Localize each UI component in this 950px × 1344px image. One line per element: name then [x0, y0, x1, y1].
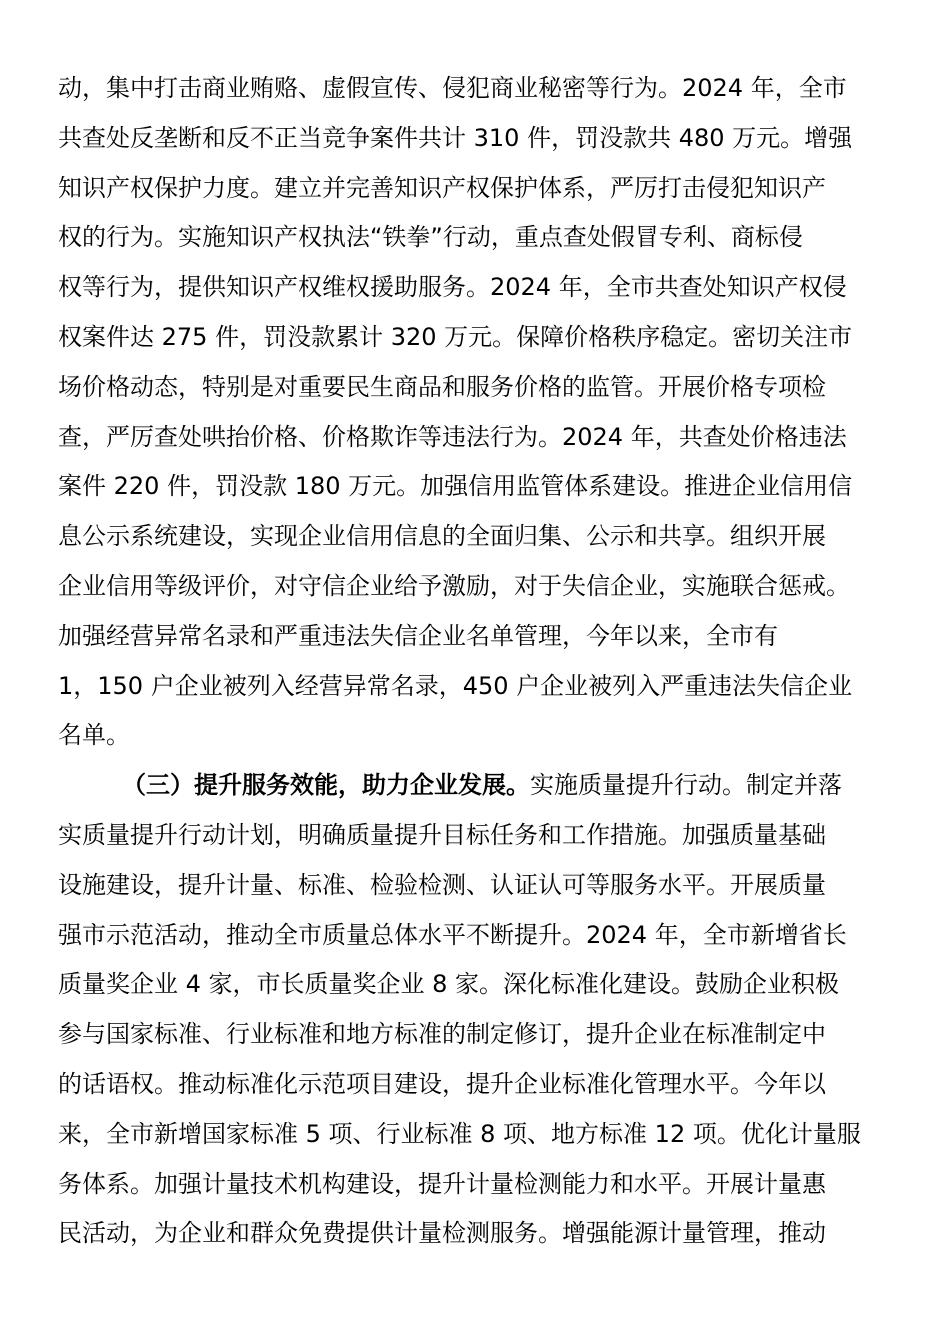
- paragraph-line: 设施建设，提升计量、标准、检验检测、认证认可等服务水平。开展质量: [58, 870, 826, 899]
- paragraph-line: 强市示范活动，推动全市质量总体水平不断提升。2024 年，全市新增省长: [58, 920, 847, 949]
- paragraph-line: 查，严厉查处哄抬价格、价格欺诈等违法行为。2024 年，共查处价格违法: [58, 422, 847, 451]
- paragraph-line: 场价格动态，特别是对重要民生商品和服务价格的监管。开展价格专项检: [58, 372, 826, 401]
- paragraph-line: 1，150 户企业被列入经营异常名录，450 户企业被列入严重违法失信企业: [58, 671, 853, 700]
- paragraph-line: 的话语权。推动标准化示范项目建设，提升企业标准化管理水平。今年以: [58, 1069, 826, 1098]
- paragraph-line: 名单。: [58, 721, 130, 750]
- paragraph-line: 企业信用等级评价，对守信企业给予激励，对于失信企业，实施联合惩戒。: [58, 571, 850, 600]
- paragraph-line: 动，集中打击商业贿赂、虚假宣传、侵犯商业秘密等行为。2024 年，全市: [58, 74, 847, 102]
- paragraph-line: 息公示系统建设，实现企业信用信息的全面归集、公示和共享。组织开展: [58, 522, 826, 551]
- paragraph-1: [58, 64, 898, 761]
- paragraph-line: 权的行为。实施知识产权执法“铁拳”行动，重点查处假冒专利、商标侵: [58, 223, 803, 252]
- paragraph-line: 知识产权保护力度。建立并完善知识产权保护体系，严厉打击侵犯知识产: [58, 173, 826, 202]
- paragraph-line: 加强经营异常名录和严重违法失信企业名单管理，今年以来，全市有: [58, 621, 778, 650]
- paragraph-first-line: [58, 761, 898, 811]
- paragraph-line: 案件 220 件，罚没款 180 万元。加强信用监管体系建设。推进企业信用信: [58, 472, 853, 501]
- paragraph-line: 来，全市新增国家标准 5 项、行业标准 8 项、地方标准 12 项。优化计量服: [58, 1119, 861, 1148]
- paragraph-line: 权案件达 275 件，罚没款累计 320 万元。保障价格秩序稳定。密切关注市: [58, 322, 853, 351]
- paragraph-line: 务体系。加强计量技术机构建设，提升计量检测能力和水平。开展计量惠: [58, 1169, 826, 1198]
- paragraph-line: 权等行为，提供知识产权维权援助服务。2024 年，全市共查处知识产权侵: [58, 273, 847, 302]
- section-heading: （三）提升服务效能，助力企业发展。: [122, 771, 530, 800]
- paragraph-line: 民活动，为企业和群众免费提供计量检测服务。增强能源计量管理，推动: [58, 1219, 826, 1248]
- paragraph-2: [58, 761, 898, 1259]
- paragraph-line: 质量奖企业 4 家，市长质量奖企业 8 家。深化标准化建设。鼓励企业积极: [58, 970, 840, 999]
- paragraph-line: 实质量提升行动计划，明确质量提升目标任务和工作措施。加强质量基础: [58, 820, 826, 849]
- first-line-text: 实施质量提升行动。制定并落: [530, 771, 842, 800]
- paragraph-line: 参与国家标准、行业标准和地方标准的制定修订，提升企业在标准制定中: [58, 1020, 826, 1049]
- paragraph-line: 共查处反垄断和反不正当竞争案件共计 310 件，罚没款共 480 万元。增强: [58, 123, 853, 152]
- document-body: [58, 64, 898, 1259]
